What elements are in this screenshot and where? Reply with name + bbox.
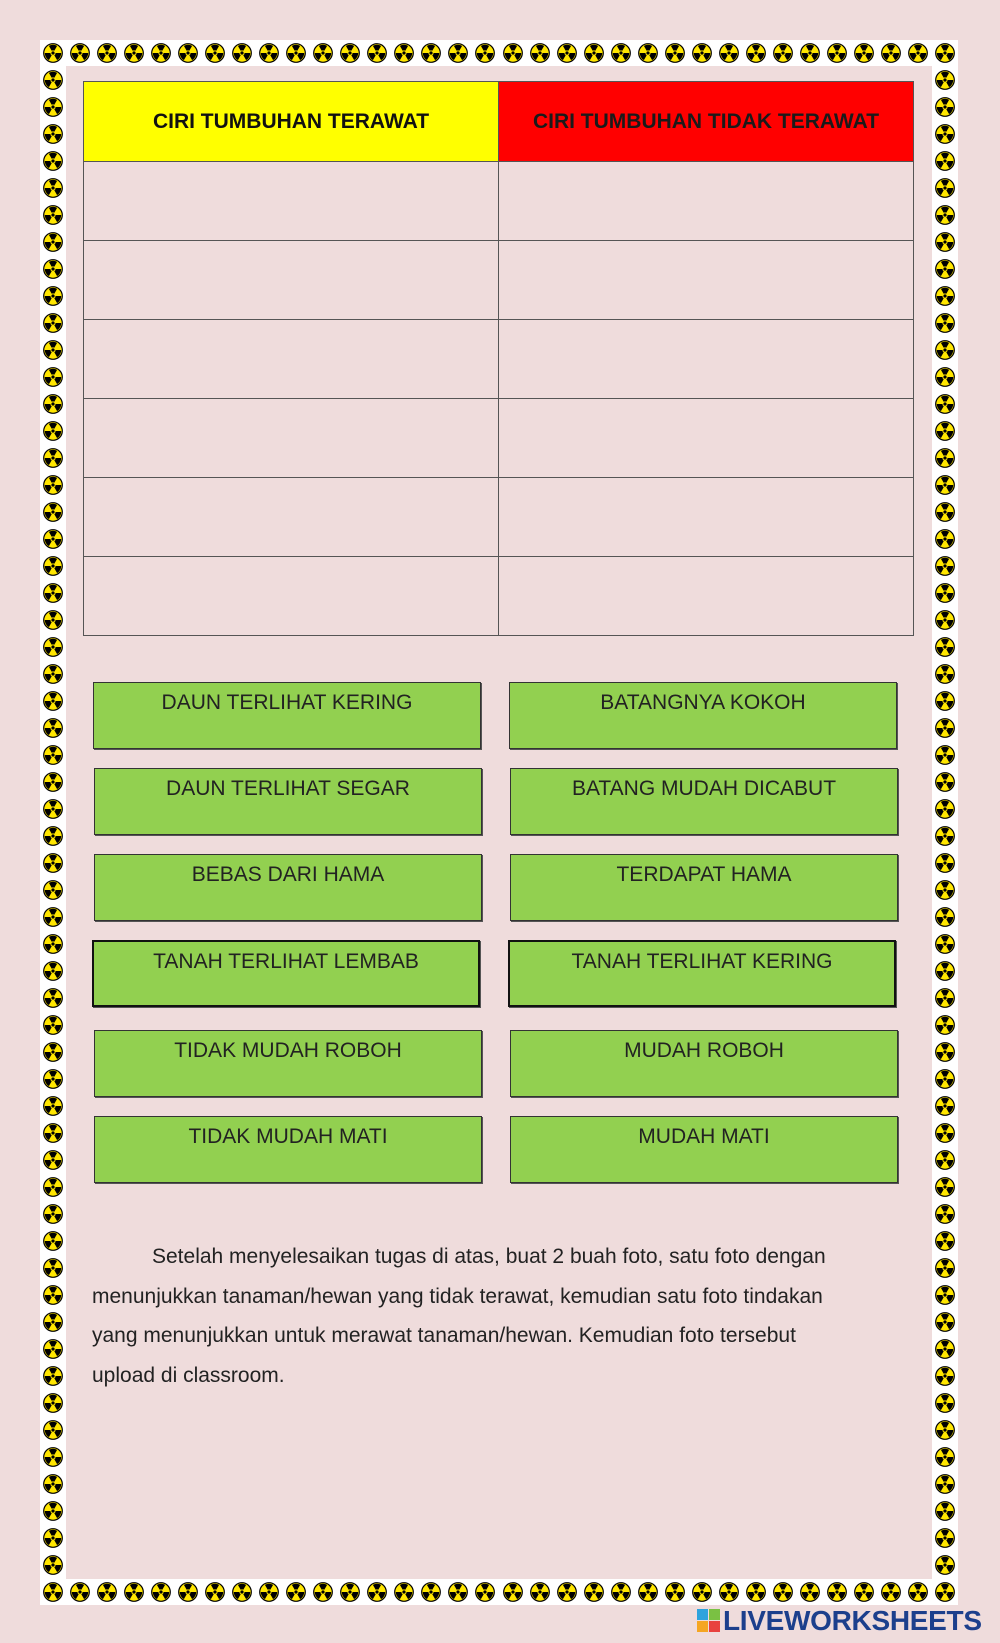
radiation-icon [935,124,955,144]
radiation-icon [286,1582,306,1602]
radiation-icon [97,43,117,63]
radiation-icon [313,1582,333,1602]
radiation-icon [43,1474,63,1494]
draggable-card[interactable]: BATANG MUDAH DICABUT [510,768,898,835]
draggable-card[interactable]: BATANGNYA KOKOH [509,682,897,749]
radiation-icon [43,637,63,657]
liveworksheets-logo-mark [697,1607,721,1635]
instructions-line: menunjukkan tanaman/hewan yang tidak terawat, kemudian satu foto tindakan [92,1284,823,1308]
radiation-icon [935,691,955,711]
radiation-icon [692,43,712,63]
radiation-icon [935,1474,955,1494]
radiation-icon [935,637,955,657]
radiation-icon [557,1582,577,1602]
radiation-icon [746,43,766,63]
radiation-icon [475,43,495,63]
radiation-icon [719,1582,739,1602]
radiation-icon [935,1447,955,1467]
radiation-icon [935,70,955,90]
radiation-icon [43,799,63,819]
radiation-icon [611,1582,631,1602]
radiation-icon [584,43,604,63]
radiation-icon [935,1177,955,1197]
radiation-icon [935,799,955,819]
radiation-icon [43,1393,63,1413]
radiation-icon [43,502,63,522]
radiation-icon [448,43,468,63]
radiation-icon [286,43,306,63]
radiation-icon [475,1582,495,1602]
radiation-icon [935,1042,955,1062]
radiation-icon [421,1582,441,1602]
radiation-icon [638,1582,658,1602]
radiation-icon [827,1582,847,1602]
drop-zone-cared-5[interactable] [84,478,499,557]
instructions-line: yang menunjukkan untuk merawat tanaman/hewan. Kemudian foto tersebut [92,1324,796,1347]
radiation-icon [43,880,63,900]
radiation-icon [503,43,523,63]
radiation-icon [935,610,955,630]
radiation-icon [43,1150,63,1170]
radiation-icon [421,43,441,63]
radiation-icon [935,97,955,117]
radiation-icon [43,340,63,360]
radiation-icon [178,43,198,63]
draggable-card[interactable]: MUDAH ROBOH [510,1030,898,1097]
radiation-icon [43,556,63,576]
radiation-icon [935,475,955,495]
drop-zone-uncared-3[interactable] [499,320,914,399]
radiation-icon [935,907,955,927]
radiation-icon [854,43,874,63]
radiation-icon [935,421,955,441]
radiation-icon [935,1420,955,1440]
radiation-icon [935,853,955,873]
radiation-icon [719,43,739,63]
radiation-icon [43,394,63,414]
radiation-icon [394,43,414,63]
radiation-icon [259,43,279,63]
radiation-icon [43,1528,63,1548]
radiation-icon [935,1150,955,1170]
radiation-icon [800,43,820,63]
radiation-icon [530,43,550,63]
radiation-icon [611,43,631,63]
radiation-icon [43,1447,63,1467]
radiation-icon [43,934,63,954]
radiation-icon [935,880,955,900]
radiation-icon [43,421,63,441]
radiation-icon [665,43,685,63]
radiation-icon [232,43,252,63]
radiation-icon [43,1177,63,1197]
radiation-icon [97,1582,117,1602]
radiation-icon [43,1582,63,1602]
radiation-icon [205,43,225,63]
radiation-icon [935,745,955,765]
radiation-icon [340,43,360,63]
radiation-icon [43,259,63,279]
radiation-icon [43,448,63,468]
radiation-icon [935,1528,955,1548]
radiation-icon [124,1582,144,1602]
radiation-icon [313,43,333,63]
radiation-icon [43,664,63,684]
radiation-icon [935,1069,955,1089]
drop-zone-cared-3[interactable] [84,320,499,399]
radiation-icon [43,1555,63,1575]
radiation-icon [935,1366,955,1386]
radiation-icon [935,232,955,252]
radiation-icon [908,43,928,63]
radiation-icon [43,178,63,198]
radiation-icon [935,1015,955,1035]
radiation-icon [43,1501,63,1521]
radiation-icon [394,1582,414,1602]
radiation-icon [43,1312,63,1332]
radiation-icon [43,853,63,873]
liveworksheets-logo [697,1603,982,1639]
table-row [84,478,914,557]
radiation-icon [43,70,63,90]
radiation-icon [935,1258,955,1278]
radiation-icon [43,826,63,846]
radiation-icon [367,43,387,63]
radiation-icon [935,772,955,792]
radiation-icon [935,1285,955,1305]
radiation-icon [205,1582,225,1602]
radiation-icon [43,988,63,1008]
radiation-icon [935,151,955,171]
radiation-icon [43,1285,63,1305]
radiation-icon [935,1204,955,1224]
radiation-icon [881,43,901,63]
drop-zone-uncared-6[interactable] [499,557,914,636]
table-header-row [84,82,914,162]
radiation-icon [881,1582,901,1602]
draggable-card[interactable]: BEBAS DARI HAMA [94,854,482,921]
radiation-icon [935,934,955,954]
radiation-icon [638,43,658,63]
drop-zone-cared-6[interactable] [84,557,499,636]
radiation-icon [665,1582,685,1602]
radiation-icon [935,664,955,684]
radiation-icon [43,1123,63,1143]
radiation-icon [43,151,63,171]
radiation-icon [935,43,955,63]
radiation-icon [935,367,955,387]
radiation-icon [935,1339,955,1359]
radiation-icon [746,1582,766,1602]
radiation-icon [43,772,63,792]
radiation-icon [43,610,63,630]
radiation-icon [935,1555,955,1575]
radiation-icon [43,313,63,333]
draggable-card[interactable]: TERDAPAT HAMA [510,854,898,921]
radiation-icon [70,1582,90,1602]
radiation-icon [43,529,63,549]
radiation-icon [935,583,955,603]
drop-zone-cared-4[interactable] [84,399,499,478]
drop-zone-cared-2[interactable] [84,241,499,320]
radiation-icon [935,340,955,360]
radiation-icon [259,1582,279,1602]
radiation-icon [800,1582,820,1602]
drop-zone-uncared-2[interactable] [499,241,914,320]
radiation-icon [43,97,63,117]
radiation-icon [43,1069,63,1089]
radiation-icon [935,1096,955,1116]
radiation-icon [935,448,955,468]
radiation-icon [908,1582,928,1602]
draggable-card[interactable]: MUDAH MATI [510,1116,898,1183]
radiation-icon [503,1582,523,1602]
radiation-icon [124,43,144,63]
radiation-icon [43,907,63,927]
draggable-card[interactable]: TIDAK MUDAH ROBOH [94,1030,482,1097]
radiation-icon [935,1312,955,1332]
draggable-card[interactable]: TANAH TERLIHAT KERING [508,940,896,1007]
radiation-icon [232,1582,252,1602]
radiation-icon [935,178,955,198]
radiation-icon [43,286,63,306]
radiation-icon [935,205,955,225]
radiation-icon [43,1042,63,1062]
radiation-icon [43,1420,63,1440]
instructions-line: upload di classroom. [92,1363,285,1387]
table-row [84,162,914,241]
draggable-card[interactable]: TANAH TERLIHAT LEMBAB [92,940,480,1007]
radiation-icon [151,43,171,63]
radiation-icon [935,1123,955,1143]
header-cared-plants: CIRI TUMBUHAN TERAWAT [84,82,499,162]
radiation-icon [530,1582,550,1602]
instructions-paragraph [92,1237,912,1395]
radiation-icon [827,43,847,63]
radiation-icon [935,1231,955,1251]
radiation-icon [43,1231,63,1251]
radiation-icon [43,367,63,387]
radiation-icon [43,1339,63,1359]
radiation-icon [935,556,955,576]
radiation-icon [43,1366,63,1386]
radiation-icon [935,988,955,1008]
radiation-icon [935,394,955,414]
radiation-icon [935,313,955,333]
table-row [84,241,914,320]
radiation-icon [557,43,577,63]
radiation-icon [935,1393,955,1413]
radiation-icon [43,1096,63,1116]
radiation-icon [43,583,63,603]
radiation-icon [367,1582,387,1602]
radiation-icon [43,1258,63,1278]
radiation-icon [935,259,955,279]
sorting-table [83,81,914,636]
table-row [84,557,914,636]
radiation-icon [43,232,63,252]
table-row [84,320,914,399]
drop-zone-uncared-1[interactable] [499,162,914,241]
radiation-icon [935,961,955,981]
radiation-icon [43,718,63,738]
radiation-icon [43,1204,63,1224]
radiation-icon [584,1582,604,1602]
radiation-icon [70,43,90,63]
instructions-line: Setelah menyelesaikan tugas di atas, buat 2 buah foto, satu foto dengan [152,1245,826,1268]
radiation-icon [935,718,955,738]
radiation-icon [935,826,955,846]
radiation-icon [43,43,63,63]
logo-text: LIVEWORKSHEETS [723,1605,982,1636]
drop-zone-uncared-4[interactable] [499,399,914,478]
radiation-icon [935,502,955,522]
radiation-icon [935,1582,955,1602]
radiation-icon [43,205,63,225]
header-uncared-plants: CIRI TUMBUHAN TIDAK TERAWAT [499,82,914,162]
radiation-icon [43,124,63,144]
radiation-icon [935,1501,955,1521]
table-row [84,399,914,478]
radiation-icon [151,1582,171,1602]
radiation-icon [178,1582,198,1602]
radiation-icon [43,745,63,765]
radiation-icon [448,1582,468,1602]
radiation-icon [773,43,793,63]
radiation-icon [935,286,955,306]
drop-zone-cared-1[interactable] [84,162,499,241]
radiation-icon [43,1015,63,1035]
radiation-icon [43,475,63,495]
radiation-icon [43,691,63,711]
draggable-card[interactable]: DAUN TERLIHAT SEGAR [94,768,482,835]
radiation-icon [340,1582,360,1602]
radiation-icon [854,1582,874,1602]
radiation-icon [935,529,955,549]
draggable-card[interactable]: TIDAK MUDAH MATI [94,1116,482,1183]
radiation-icon [773,1582,793,1602]
radiation-icon [43,961,63,981]
draggable-card[interactable]: DAUN TERLIHAT KERING [93,682,481,749]
radiation-icon [692,1582,712,1602]
drop-zone-uncared-5[interactable] [499,478,914,557]
